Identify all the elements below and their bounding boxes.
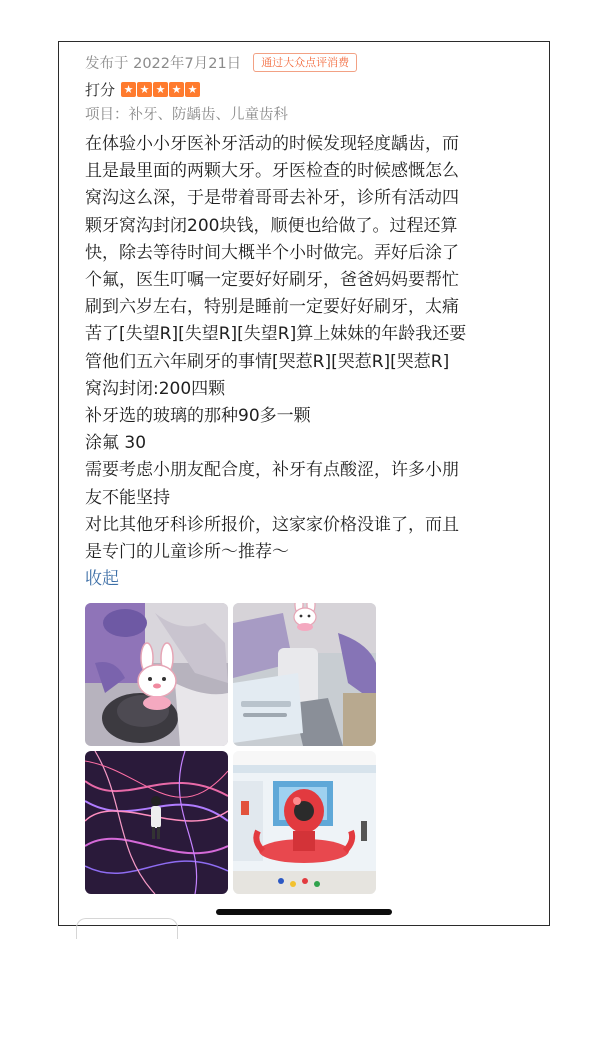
review-line: 需要考虑小朋友配合度，补牙有点酸涩，许多小朋 bbox=[85, 460, 459, 481]
review-line: 个氟，医生叮嘱一定要好好刷牙，爸爸妈妈要帮忙 bbox=[85, 270, 459, 291]
star-icon: ★ bbox=[121, 82, 136, 97]
post-date: 发布于 2022年7月21日 bbox=[85, 55, 242, 72]
review-line: 颗牙窝沟封闭200块钱，顺便也给做了。过程还算 bbox=[85, 215, 458, 236]
star-icon: ★ bbox=[153, 82, 168, 97]
review-line: 是专门的儿童诊所～推荐～ bbox=[85, 542, 289, 563]
review-photo-dental-chair[interactable] bbox=[233, 603, 376, 746]
collapse-link[interactable]: 收起 bbox=[85, 569, 119, 590]
source-badge: 通过大众点评消费 bbox=[253, 53, 357, 72]
review-card bbox=[58, 41, 550, 926]
review-body bbox=[85, 131, 525, 566]
project-tags: 项目：补牙、防龋齿、儿童齿科 bbox=[85, 107, 288, 123]
star-icon: ★ bbox=[169, 82, 184, 97]
photo-grid bbox=[85, 603, 376, 894]
review-photo-clinic-lobby[interactable] bbox=[233, 751, 376, 894]
home-indicator[interactable] bbox=[216, 909, 392, 915]
review-meta bbox=[85, 50, 525, 74]
review-line: 涂氟 30 bbox=[85, 433, 147, 454]
review-content bbox=[85, 50, 525, 894]
review-line: 在体验小小牙医补牙活动的时候发现轻度龋齿，而 bbox=[85, 134, 459, 154]
star-icon: ★ bbox=[137, 82, 152, 97]
review-photo-light-installation[interactable] bbox=[85, 751, 228, 894]
review-line: 对比其他牙科诊所报价，这家家价格没谁了，而且 bbox=[85, 514, 459, 535]
review-photo-dental-treatment[interactable] bbox=[85, 603, 228, 746]
review-line: 窝沟封闭:200四颗 bbox=[85, 378, 226, 399]
review-line: 窝沟这么深，于是带着哥哥去补牙，诊所有活动四 bbox=[85, 188, 459, 209]
review-line: 且是最里面的两颗大牙。牙医检查的时候感慨怎么 bbox=[85, 161, 459, 182]
star-icon: ★ bbox=[185, 82, 200, 97]
review-line: 苦了[失望R][失望R][失望R]算上妹妹的年龄我还要 bbox=[85, 324, 467, 345]
rating-stars bbox=[121, 82, 201, 97]
review-line: 刷到六岁左右，特别是睡前一定要好好刷牙，太痛 bbox=[85, 297, 459, 318]
review-line: 友不能坚持 bbox=[85, 487, 170, 508]
review-line: 快，除去等待时间大概半个小时做完。弄好后涂了 bbox=[85, 242, 459, 263]
rating-label: 打分 bbox=[85, 80, 116, 99]
review-line: 补牙选的玻璃的那种90多一颗 bbox=[85, 406, 311, 427]
rating-row bbox=[85, 76, 525, 102]
partial-button[interactable] bbox=[76, 918, 178, 939]
review-line: 管他们五六年刷牙的事情[哭惹R][哭惹R][哭惹R] bbox=[85, 351, 450, 372]
